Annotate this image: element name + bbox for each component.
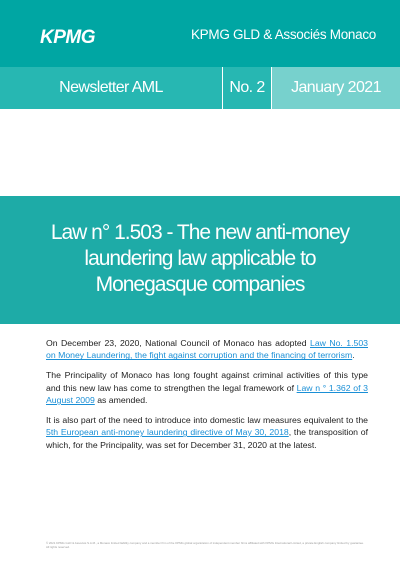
firm-name: KPMG GLD & Associés Monaco [190,27,376,42]
law-1503-link[interactable]: Law No. 1.503 on Money Laundering, the fight against corruption and the financing of terrorism [46,338,368,361]
legal-footer: © 2021 KPMG GLD & Associés S.A.M., a Monaco limited liability company and a member firm of the KPMG global organization of independent member firms affiliated with KPMG International Limited, a private English company limited by guarantee. All rights reserved. [46,541,364,550]
law-1362-link[interactable]: Law n ° 1.362 of 3 August 2009 [46,382,368,406]
paragraph-text: . [352,350,355,361]
article-body [46,337,368,458]
issue-date: January 2021 [272,67,400,109]
paragraph-text: The Principality of Monaco has long fought against criminal activities of this type and this new law has come to strengthen the legal framework of [46,370,368,393]
paragraph-2 [46,369,368,406]
eu-directive-link[interactable]: 5th European anti-money laundering directive of May 30, 2018 [46,427,289,438]
paragraph-text: , the transposition of which, for the Principality, was set for December 31, 2020 at the latest. [46,427,369,450]
top-header-bar [0,0,400,67]
hero-banner [0,196,400,324]
paragraph-1 [46,337,368,362]
paragraph-text: as amended. [94,395,148,406]
paragraph-text: It is also part of the need to introduce into domestic law measures equivalent to the [46,414,368,425]
newsletter-label: Newsletter AML [0,67,222,109]
article-title: Law n° 1.503 - The new anti-money laundering law applicable to Monegasque companies [50,221,350,296]
paragraph-3 [46,414,368,451]
issue-number: No. 2 [223,67,271,109]
kpmg-logo: KPMG [40,27,95,48]
paragraph-text: On December 23, 2020, National Council of Monaco has adopted [46,338,310,348]
